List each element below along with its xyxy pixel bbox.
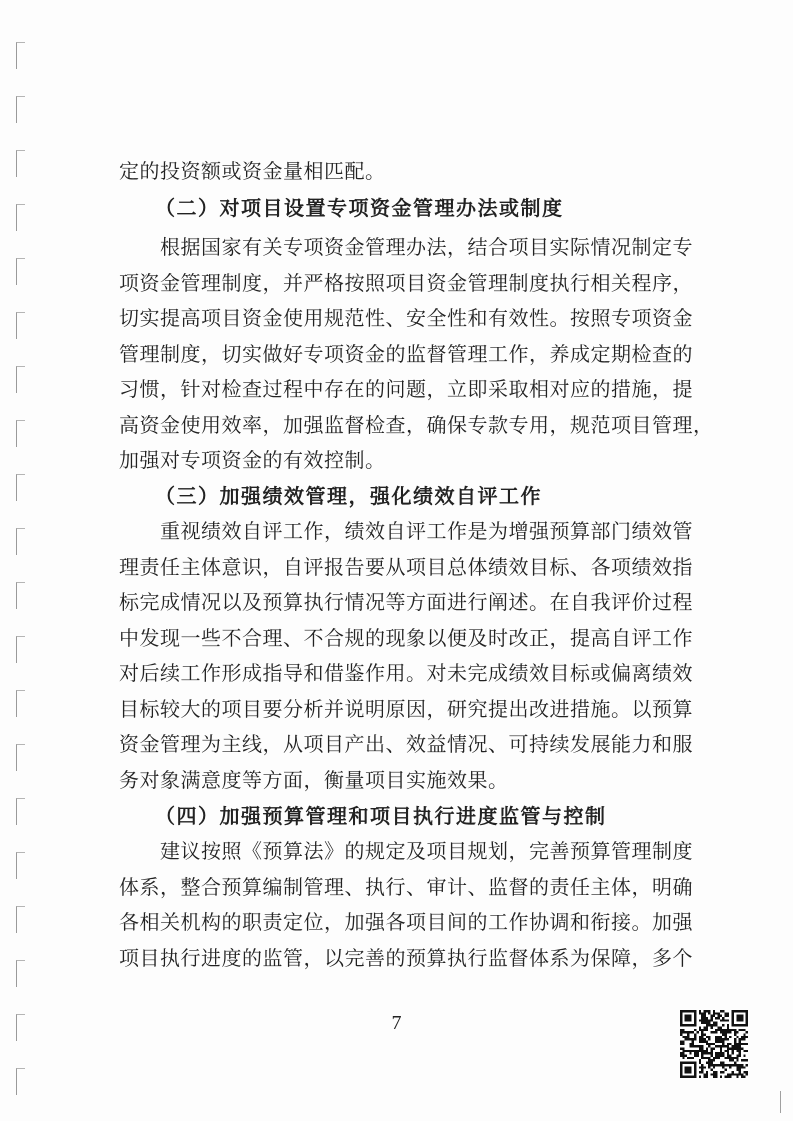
binding-mark (16, 690, 25, 717)
paragraph-line: 项目执行进度的监管，以完善的预算执行监督体系为保障，多个 (119, 946, 693, 970)
paragraph-line: 各相关机构的职责定位，加强各项目间的工作协调和衔接。加强 (119, 910, 693, 934)
binding-mark (16, 312, 25, 339)
binding-mark (16, 204, 25, 231)
paragraph-line: 加强对专项资金的有效控制。 (119, 448, 386, 472)
paragraph-line: 资金管理为主线，从项目产出、效益情况、可持续发展能力和服 (119, 732, 693, 756)
binding-mark (16, 582, 25, 609)
edge-mark (774, 1091, 781, 1113)
binding-mark (16, 798, 25, 825)
paragraph-line: 建议按照《预算法》的规定及项目规划，完善预算管理制度 (160, 839, 693, 863)
section-heading: （二）对项目设置专项资金管理办法或制度 (155, 196, 564, 220)
binding-mark (16, 420, 25, 447)
paragraph-line: 务对象满意度等方面，衡量项目实施效果。 (119, 768, 509, 792)
section-heading: （三）加强绩效管理，强化绩效自评工作 (155, 484, 542, 508)
paragraph-line: 切实提高项目资金使用规范性、安全性和有效性。按照专项资金 (119, 306, 693, 330)
paragraph-line: 习惯，针对检查过程中存在的问题，立即采取相对应的措施，提 (119, 377, 693, 401)
paragraph-line: 管理制度，切实做好专项资金的监督管理工作，养成定期检查的 (119, 342, 693, 366)
binding-mark (16, 528, 25, 555)
page-number: 7 (391, 1012, 402, 1034)
binding-mark (16, 474, 25, 501)
paragraph-line: 重视绩效自评工作，绩效自评工作是为增强预算部门绩效管 (160, 519, 693, 543)
binding-mark (16, 744, 25, 771)
paragraph-line: 对后续工作形成指导和借鉴作用。对未完成绩效目标或偏离绩效 (119, 661, 693, 685)
paragraph-line: 体系，整合预算编制管理、执行、审计、监督的责任主体，明确 (119, 875, 693, 899)
binding-mark (16, 1068, 25, 1095)
paragraph-line: 标完成情况以及预算执行情况等方面进行阐述。在自我评价过程 (119, 590, 693, 614)
paragraph-line: 目标较大的项目要分析并说明原因，研究提出改进措施。以预算 (119, 697, 693, 721)
section-heading: （四）加强预算管理和项目执行进度监管与控制 (155, 804, 607, 828)
paragraph-line: 中发现一些不合理、不合规的现象以便及时改正，提高自评工作 (119, 626, 693, 650)
binding-mark (16, 960, 25, 987)
binding-mark (16, 366, 25, 393)
binding-mark (16, 96, 25, 123)
paragraph-line: 根据国家有关专项资金管理办法，结合项目实际情况制定专 (160, 235, 693, 259)
binding-mark (16, 906, 25, 933)
binding-mark (16, 150, 25, 177)
binding-mark (16, 258, 25, 285)
paragraph-line: 定的投资额或资金量相匹配。 (119, 159, 386, 183)
qr-code-icon (680, 1010, 748, 1078)
binding-mark (16, 42, 25, 69)
binding-mark (16, 852, 25, 879)
paragraph-line: 理责任主体意识，自评报告要从项目总体绩效目标、各项绩效指 (119, 555, 693, 579)
paragraph-line: 高资金使用效率，加强监督检查，确保专款专用，规范项目管理， (119, 413, 714, 437)
paragraph-line: 项资金管理制度，并严格按照项目资金管理制度执行相关程序， (119, 271, 693, 295)
binding-mark (16, 636, 25, 663)
